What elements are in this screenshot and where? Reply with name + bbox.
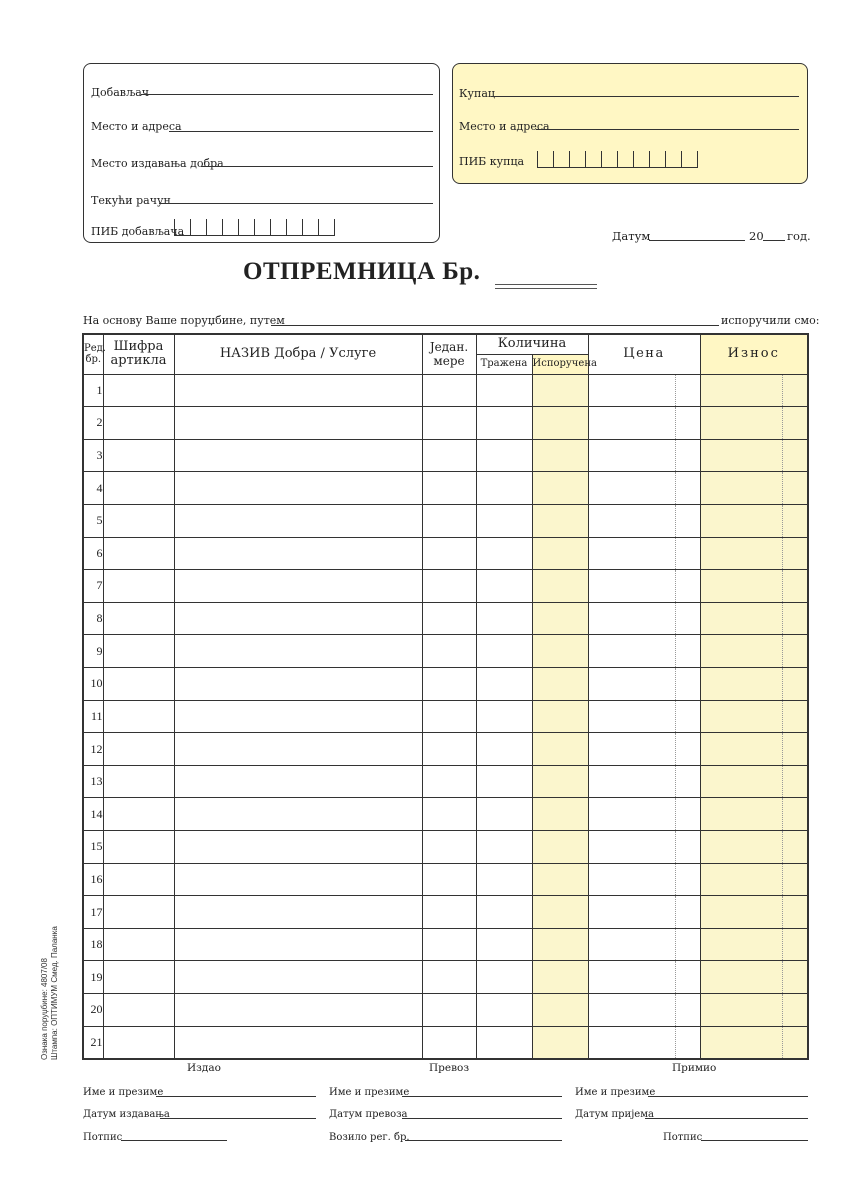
cell-unit[interactable] xyxy=(422,831,476,864)
cell-qty-requested[interactable] xyxy=(476,798,532,831)
supplier-account-label: Текући рачун xyxy=(91,194,171,207)
cell-amount[interactable] xyxy=(700,472,782,505)
cell-qty-delivered[interactable] xyxy=(532,961,588,994)
cell-qty-requested[interactable] xyxy=(476,602,532,635)
row-number: 10 xyxy=(83,667,103,700)
cell-amount-decimals[interactable] xyxy=(782,765,808,798)
table-row xyxy=(83,602,808,635)
supplier-account-field[interactable] xyxy=(159,203,433,204)
cell-unit[interactable] xyxy=(422,961,476,994)
cell-name[interactable] xyxy=(174,1026,422,1059)
cell-name[interactable] xyxy=(174,700,422,733)
cell-amount-decimals[interactable] xyxy=(782,896,808,929)
transporter-name-label: Име и презиме xyxy=(329,1087,410,1098)
cell-amount-decimals[interactable] xyxy=(782,602,808,635)
date-label: Датум xyxy=(612,229,651,243)
cell-price[interactable] xyxy=(588,374,675,407)
issuer-name-field[interactable] xyxy=(156,1096,316,1097)
cell-name[interactable] xyxy=(174,472,422,505)
cell-amount-decimals[interactable] xyxy=(782,504,808,537)
cell-qty-requested[interactable] xyxy=(476,896,532,929)
cell-price[interactable] xyxy=(588,863,675,896)
row-number: 14 xyxy=(83,798,103,831)
cell-code[interactable] xyxy=(103,896,174,929)
row-number: 18 xyxy=(83,928,103,961)
cell-qty-delivered[interactable] xyxy=(532,374,588,407)
cell-qty-delivered[interactable] xyxy=(532,537,588,570)
table-row xyxy=(83,896,808,929)
cell-qty-requested[interactable] xyxy=(476,733,532,766)
cell-unit[interactable] xyxy=(422,1026,476,1059)
cell-qty-delivered[interactable] xyxy=(532,765,588,798)
cell-name[interactable] xyxy=(174,863,422,896)
cell-price[interactable] xyxy=(588,635,675,668)
col-name-header: НАЗИВ Добра / Услуге xyxy=(174,334,422,374)
cell-amount[interactable] xyxy=(700,994,782,1027)
order-line-suffix: испоручили смо: xyxy=(721,314,820,327)
issued-label: Издао xyxy=(187,1062,221,1074)
cell-amount[interactable] xyxy=(700,504,782,537)
cell-unit[interactable] xyxy=(422,798,476,831)
issue-date-field[interactable] xyxy=(160,1118,316,1119)
cell-amount-decimals[interactable] xyxy=(782,863,808,896)
issuer-name-label: Име и презиме xyxy=(83,1087,164,1098)
cell-name[interactable] xyxy=(174,439,422,472)
cell-name[interactable] xyxy=(174,374,422,407)
cell-qty-delivered[interactable] xyxy=(532,994,588,1027)
table-row xyxy=(83,961,808,994)
cell-price-decimals[interactable] xyxy=(675,374,700,407)
date-suffix: год. xyxy=(787,229,811,243)
buyer-address-label: Место и адреса xyxy=(459,120,550,133)
row-number: 7 xyxy=(83,570,103,603)
supplier-name-field[interactable] xyxy=(141,94,433,95)
cell-qty-requested[interactable] xyxy=(476,667,532,700)
cell-qty-requested[interactable] xyxy=(476,537,532,570)
cell-qty-requested[interactable] xyxy=(476,863,532,896)
table-row xyxy=(83,863,808,896)
cell-price-decimals[interactable] xyxy=(675,863,700,896)
buyer-pib-field[interactable] xyxy=(537,152,698,168)
table-row xyxy=(83,374,808,407)
cell-amount-decimals[interactable] xyxy=(782,472,808,505)
row-number: 1 xyxy=(83,374,103,407)
cell-qty-delivered[interactable] xyxy=(532,667,588,700)
supplier-issue-place-label: Место издавања добра xyxy=(91,157,224,170)
cell-price[interactable] xyxy=(588,831,675,864)
cell-amount[interactable] xyxy=(700,765,782,798)
issuer-sign-label: Потпис xyxy=(83,1132,123,1143)
cell-amount[interactable] xyxy=(700,635,782,668)
cell-unit[interactable] xyxy=(422,439,476,472)
cell-code[interactable] xyxy=(103,439,174,472)
cell-price[interactable] xyxy=(588,570,675,603)
cell-code[interactable] xyxy=(103,407,174,440)
table-row xyxy=(83,504,808,537)
cell-price-decimals[interactable] xyxy=(675,765,700,798)
row-number: 8 xyxy=(83,602,103,635)
cell-amount[interactable] xyxy=(700,407,782,440)
cell-code[interactable] xyxy=(103,700,174,733)
cell-name[interactable] xyxy=(174,961,422,994)
cell-price[interactable] xyxy=(588,667,675,700)
row-number: 13 xyxy=(83,765,103,798)
cell-price-decimals[interactable] xyxy=(675,570,700,603)
receiver-name-field[interactable] xyxy=(648,1096,808,1097)
cell-qty-delivered[interactable] xyxy=(532,733,588,766)
table-row xyxy=(83,765,808,798)
row-number: 9 xyxy=(83,635,103,668)
cell-amount[interactable] xyxy=(700,896,782,929)
cell-price[interactable] xyxy=(588,896,675,929)
cell-amount[interactable] xyxy=(700,439,782,472)
order-channel-field[interactable] xyxy=(271,325,719,326)
cell-price-decimals[interactable] xyxy=(675,733,700,766)
row-number: 5 xyxy=(83,504,103,537)
cell-code[interactable] xyxy=(103,831,174,864)
cell-name[interactable] xyxy=(174,896,422,929)
cell-name[interactable] xyxy=(174,602,422,635)
cell-unit[interactable] xyxy=(422,407,476,440)
table-row xyxy=(83,928,808,961)
cell-name[interactable] xyxy=(174,537,422,570)
row-number: 4 xyxy=(83,472,103,505)
table-row xyxy=(83,472,808,505)
table-row xyxy=(83,994,808,1027)
receiver-name-label: Име и презиме xyxy=(575,1087,656,1098)
cell-qty-delivered[interactable] xyxy=(532,798,588,831)
supplier-name-label: Добављач xyxy=(91,86,150,99)
issuer-sign-field[interactable] xyxy=(121,1140,227,1141)
table-row xyxy=(83,700,808,733)
cell-amount-decimals[interactable] xyxy=(782,537,808,570)
cell-unit[interactable] xyxy=(422,374,476,407)
table-row xyxy=(83,831,808,864)
vehicle-reg-field[interactable] xyxy=(405,1140,562,1141)
cell-unit[interactable] xyxy=(422,667,476,700)
row-number: 20 xyxy=(83,994,103,1027)
cell-price-decimals[interactable] xyxy=(675,537,700,570)
cell-amount[interactable] xyxy=(700,863,782,896)
cell-amount[interactable] xyxy=(700,733,782,766)
cell-code[interactable] xyxy=(103,798,174,831)
cell-price-decimals[interactable] xyxy=(675,798,700,831)
received-label: Примио xyxy=(672,1062,717,1074)
cell-price-decimals[interactable] xyxy=(675,439,700,472)
cell-name[interactable] xyxy=(174,831,422,864)
cell-amount[interactable] xyxy=(700,1026,782,1059)
receipt-date-label: Датум пријема xyxy=(575,1109,654,1120)
document-number-field[interactable] xyxy=(495,284,597,285)
cell-amount[interactable] xyxy=(700,928,782,961)
cell-amount-decimals[interactable] xyxy=(782,1026,808,1059)
cell-name[interactable] xyxy=(174,407,422,440)
cell-qty-delivered[interactable] xyxy=(532,472,588,505)
cell-code[interactable] xyxy=(103,733,174,766)
cell-name[interactable] xyxy=(174,667,422,700)
cell-unit[interactable] xyxy=(422,863,476,896)
supplier-issue-place-field[interactable] xyxy=(201,166,433,167)
cell-price[interactable] xyxy=(588,407,675,440)
cell-name[interactable] xyxy=(174,994,422,1027)
col-unit-header: Један. мере xyxy=(422,334,476,374)
cell-name[interactable] xyxy=(174,928,422,961)
cell-qty-delivered[interactable] xyxy=(532,504,588,537)
cell-price[interactable] xyxy=(588,928,675,961)
row-number: 6 xyxy=(83,537,103,570)
col-price-header: Цена xyxy=(588,334,700,374)
cell-unit[interactable] xyxy=(422,537,476,570)
cell-price-decimals[interactable] xyxy=(675,994,700,1027)
cell-amount-decimals[interactable] xyxy=(782,570,808,603)
cell-qty-delivered[interactable] xyxy=(532,831,588,864)
cell-code[interactable] xyxy=(103,1026,174,1059)
table-row xyxy=(83,635,808,668)
cell-name[interactable] xyxy=(174,504,422,537)
col-qty-header: Количина xyxy=(476,334,588,354)
cell-qty-requested[interactable] xyxy=(476,472,532,505)
cell-code[interactable] xyxy=(103,602,174,635)
cell-qty-delivered[interactable] xyxy=(532,928,588,961)
table-row xyxy=(83,1026,808,1059)
cell-price-decimals[interactable] xyxy=(675,602,700,635)
cell-qty-delivered[interactable] xyxy=(532,896,588,929)
items-table xyxy=(82,333,809,1060)
cell-unit[interactable] xyxy=(422,472,476,505)
row-number: 17 xyxy=(83,896,103,929)
cell-price-decimals[interactable] xyxy=(675,928,700,961)
cell-price-decimals[interactable] xyxy=(675,961,700,994)
cell-code[interactable] xyxy=(103,570,174,603)
table-row xyxy=(83,667,808,700)
cell-amount[interactable] xyxy=(700,374,782,407)
transport-date-label: Датум превоза xyxy=(329,1109,408,1120)
row-number: 2 xyxy=(83,407,103,440)
cell-qty-delivered[interactable] xyxy=(532,635,588,668)
cell-qty-requested[interactable] xyxy=(476,1026,532,1059)
cell-unit[interactable] xyxy=(422,504,476,537)
cell-price[interactable] xyxy=(588,961,675,994)
cell-unit[interactable] xyxy=(422,602,476,635)
date-year-field[interactable] xyxy=(763,240,785,241)
cell-amount[interactable] xyxy=(700,798,782,831)
row-number: 19 xyxy=(83,961,103,994)
table-row xyxy=(83,407,808,440)
cell-price-decimals[interactable] xyxy=(675,896,700,929)
cell-unit[interactable] xyxy=(422,765,476,798)
transporter-name-field[interactable] xyxy=(402,1096,562,1097)
transport-date-field[interactable] xyxy=(402,1118,562,1119)
cell-amount-decimals[interactable] xyxy=(782,439,808,472)
cell-qty-delivered[interactable] xyxy=(532,570,588,603)
cell-amount-decimals[interactable] xyxy=(782,928,808,961)
cell-price-decimals[interactable] xyxy=(675,831,700,864)
cell-price-decimals[interactable] xyxy=(675,504,700,537)
table-row xyxy=(83,537,808,570)
cell-amount-decimals[interactable] xyxy=(782,994,808,1027)
cell-amount-decimals[interactable] xyxy=(782,798,808,831)
cell-amount-decimals[interactable] xyxy=(782,635,808,668)
table-row xyxy=(83,439,808,472)
cell-amount-decimals[interactable] xyxy=(782,961,808,994)
vehicle-reg-label: Возило рег. бр. xyxy=(329,1132,410,1143)
cell-qty-requested[interactable] xyxy=(476,700,532,733)
cell-price[interactable] xyxy=(588,994,675,1027)
cell-amount-decimals[interactable] xyxy=(782,374,808,407)
date-year-prefix: 20 xyxy=(749,229,764,243)
table-row xyxy=(83,733,808,766)
buyer-pib-label: ПИБ купца xyxy=(459,155,525,168)
cell-code[interactable] xyxy=(103,961,174,994)
supplier-address-label: Место и адреса xyxy=(91,120,182,133)
cell-code[interactable] xyxy=(103,667,174,700)
cell-price[interactable] xyxy=(588,1026,675,1059)
receiver-sign-field[interactable] xyxy=(701,1140,808,1141)
cell-amount[interactable] xyxy=(700,700,782,733)
cell-qty-delivered[interactable] xyxy=(532,439,588,472)
cell-price[interactable] xyxy=(588,504,675,537)
cell-name[interactable] xyxy=(174,765,422,798)
cell-amount[interactable] xyxy=(700,831,782,864)
cell-qty-requested[interactable] xyxy=(476,961,532,994)
cell-unit[interactable] xyxy=(422,635,476,668)
cell-price[interactable] xyxy=(588,765,675,798)
cell-qty-delivered[interactable] xyxy=(532,602,588,635)
cell-amount-decimals[interactable] xyxy=(782,667,808,700)
cell-qty-requested[interactable] xyxy=(476,504,532,537)
cell-price[interactable] xyxy=(588,798,675,831)
row-number: 12 xyxy=(83,733,103,766)
cell-qty-delivered[interactable] xyxy=(532,1026,588,1059)
cell-code[interactable] xyxy=(103,537,174,570)
document-title: ОТПРЕМНИЦА Бр. xyxy=(243,258,481,285)
cell-amount-decimals[interactable] xyxy=(782,831,808,864)
cell-code[interactable] xyxy=(103,765,174,798)
cell-unit[interactable] xyxy=(422,928,476,961)
cell-qty-delivered[interactable] xyxy=(532,407,588,440)
cell-amount-decimals[interactable] xyxy=(782,733,808,766)
cell-amount[interactable] xyxy=(700,570,782,603)
cell-qty-delivered[interactable] xyxy=(532,863,588,896)
buyer-address-field[interactable] xyxy=(536,129,799,130)
cell-price-decimals[interactable] xyxy=(675,700,700,733)
row-number: 15 xyxy=(83,831,103,864)
cell-qty-requested[interactable] xyxy=(476,407,532,440)
cell-price[interactable] xyxy=(588,472,675,505)
cell-price-decimals[interactable] xyxy=(675,407,700,440)
col-code-header: Шифра артикла xyxy=(103,334,174,374)
cell-unit[interactable] xyxy=(422,994,476,1027)
row-number: 21 xyxy=(83,1026,103,1059)
cell-price[interactable] xyxy=(588,537,675,570)
cell-code[interactable] xyxy=(103,635,174,668)
cell-qty-delivered[interactable] xyxy=(532,700,588,733)
cell-code[interactable] xyxy=(103,472,174,505)
col-qty-requested-header: Тражена xyxy=(476,354,532,374)
cell-unit[interactable] xyxy=(422,733,476,766)
cell-price-decimals[interactable] xyxy=(675,472,700,505)
cell-price-decimals[interactable] xyxy=(675,635,700,668)
cell-qty-requested[interactable] xyxy=(476,570,532,603)
cell-qty-requested[interactable] xyxy=(476,765,532,798)
buyer-name-label: Купац xyxy=(459,87,495,100)
buyer-name-field[interactable] xyxy=(491,96,799,97)
cell-qty-requested[interactable] xyxy=(476,635,532,668)
supplier-pib-field[interactable] xyxy=(174,220,335,236)
date-field[interactable] xyxy=(649,240,745,241)
cell-name[interactable] xyxy=(174,798,422,831)
col-qty-delivered-header: Испоручена xyxy=(532,354,588,374)
cell-unit[interactable] xyxy=(422,570,476,603)
cell-price[interactable] xyxy=(588,439,675,472)
cell-code[interactable] xyxy=(103,928,174,961)
cell-amount-decimals[interactable] xyxy=(782,407,808,440)
cell-qty-requested[interactable] xyxy=(476,374,532,407)
cell-price[interactable] xyxy=(588,602,675,635)
row-number: 11 xyxy=(83,700,103,733)
cell-name[interactable] xyxy=(174,570,422,603)
document-number-underline xyxy=(495,288,597,289)
cell-amount[interactable] xyxy=(700,537,782,570)
cell-unit[interactable] xyxy=(422,700,476,733)
cell-qty-requested[interactable] xyxy=(476,928,532,961)
issue-date-label: Датум издавања xyxy=(83,1109,170,1120)
cell-qty-requested[interactable] xyxy=(476,439,532,472)
order-line-prefix: На основу Ваше поруџбине, путем xyxy=(83,314,285,327)
cell-unit[interactable] xyxy=(422,896,476,929)
cell-name[interactable] xyxy=(174,733,422,766)
receiver-sign-label: Потпис xyxy=(663,1132,703,1143)
cell-code[interactable] xyxy=(103,374,174,407)
supplier-pib-label: ПИБ добављача xyxy=(91,225,185,238)
cell-amount-decimals[interactable] xyxy=(782,700,808,733)
cell-price[interactable] xyxy=(588,700,675,733)
cell-code[interactable] xyxy=(103,994,174,1027)
cell-price-decimals[interactable] xyxy=(675,667,700,700)
table-row xyxy=(83,798,808,831)
cell-name[interactable] xyxy=(174,635,422,668)
cell-price-decimals[interactable] xyxy=(675,1026,700,1059)
transport-label: Превоз xyxy=(429,1062,470,1074)
row-number: 3 xyxy=(83,439,103,472)
cell-amount[interactable] xyxy=(700,602,782,635)
cell-code[interactable] xyxy=(103,504,174,537)
cell-qty-requested[interactable] xyxy=(476,831,532,864)
cell-amount[interactable] xyxy=(700,961,782,994)
supplier-address-field[interactable] xyxy=(169,131,433,132)
col-rb-header: Ред. бр. xyxy=(83,334,103,374)
cell-amount[interactable] xyxy=(700,667,782,700)
side-print-info: Ознака поруџбине: 4807/08 Штампа: ОПТИМУМ Смед. Паланка xyxy=(40,926,59,1060)
col-amount-header: Износ xyxy=(700,334,808,374)
cell-price[interactable] xyxy=(588,733,675,766)
cell-qty-requested[interactable] xyxy=(476,994,532,1027)
receipt-date-field[interactable] xyxy=(645,1118,808,1119)
cell-code[interactable] xyxy=(103,863,174,896)
table-row xyxy=(83,570,808,603)
row-number: 16 xyxy=(83,863,103,896)
